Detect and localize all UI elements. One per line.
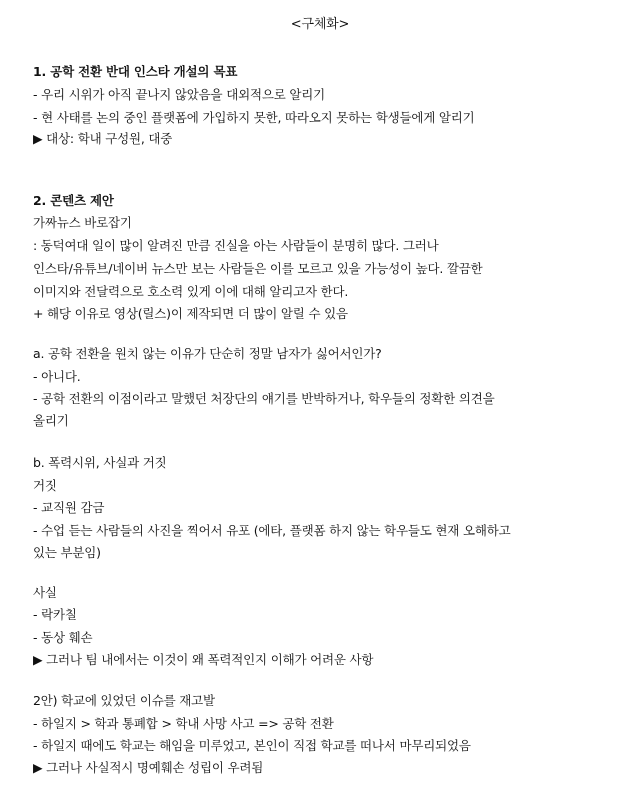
section2-intro-line: 인스타/유튜브/네이버 뉴스만 보는 사람들은 이를 모르고 있을 가능성이 높다. 깔끔한	[33, 261, 483, 276]
facts-line: ▶ 그러나 팀 내에서는 이것이 왜 폭력적인지 이해가 어려운 사항	[33, 652, 374, 667]
facts-line: 사실	[33, 585, 57, 600]
item-a-line: 올리기	[33, 413, 69, 428]
item-b-line: 있는 부분임)	[33, 545, 101, 560]
item-a-line: - 아니다.	[33, 369, 81, 384]
document-title: <구체화>	[290, 17, 350, 32]
section2-intro-line: 이미지와 전달력으로 호소력 있게 이에 대해 알리고자 한다.	[33, 284, 349, 299]
plan2-line: 2안) 학교에 있었던 이슈를 재고발	[33, 693, 215, 708]
section1-heading: 1. 공학 전환 반대 인스타 개설의 목표	[33, 64, 238, 79]
section1-line: - 우리 시위가 아직 끝나지 않았음을 대외적으로 알리기	[33, 87, 325, 102]
facts-line: - 락카칠	[33, 607, 77, 622]
plan2-line: - 하일지 > 학과 통폐합 > 학내 사망 사고 => 공학 전환	[33, 716, 334, 731]
item-b-line: - 수업 듣는 사람들의 사진을 찍어서 유포 (에타, 플랫폼 하지 않는 학우들도 현재 오해하고	[33, 523, 511, 538]
facts-line: - 동상 훼손	[33, 630, 93, 645]
item-a-line: a. 공학 전환을 원치 않는 이유가 단순히 정말 남자가 싫어서인가?	[33, 346, 382, 361]
section1-line: - 현 사태를 논의 중인 플랫폼에 가입하지 못한, 따라오지 못하는 학생들에게 알리기	[33, 110, 475, 125]
item-b-line: b. 폭력시위, 사실과 거짓	[33, 455, 167, 470]
plan2-line: ▶ 그러나 사실적시 명예훼손 성립이 우려됨	[33, 760, 264, 775]
item-b-line: 거짓	[33, 478, 57, 493]
section1-target-line: ▶ 대상: 학내 구성원, 대중	[33, 131, 173, 146]
section2-subtitle: 가짜뉴스 바로잡기	[33, 215, 132, 230]
section2-intro-line: + 해당 이유로 영상(릴스)이 제작되면 더 많이 알릴 수 있음	[33, 306, 348, 321]
section2-heading: 2. 콘텐츠 제안	[33, 193, 114, 208]
section2-intro-line: : 동덕여대 일이 많이 알려진 만큼 진실을 아는 사람들이 분명히 많다. 그러나	[33, 238, 439, 253]
item-a-line: - 공학 전환의 이점이라고 말했던 처장단의 얘기를 반박하거나, 학우들의 정확한 의견을	[33, 391, 495, 406]
item-b-line: - 교직원 감금	[33, 500, 105, 515]
plan2-line: - 하일지 때에도 학교는 해임을 미루었고, 본인이 직접 학교를 떠나서 마무리되었음	[33, 738, 471, 753]
